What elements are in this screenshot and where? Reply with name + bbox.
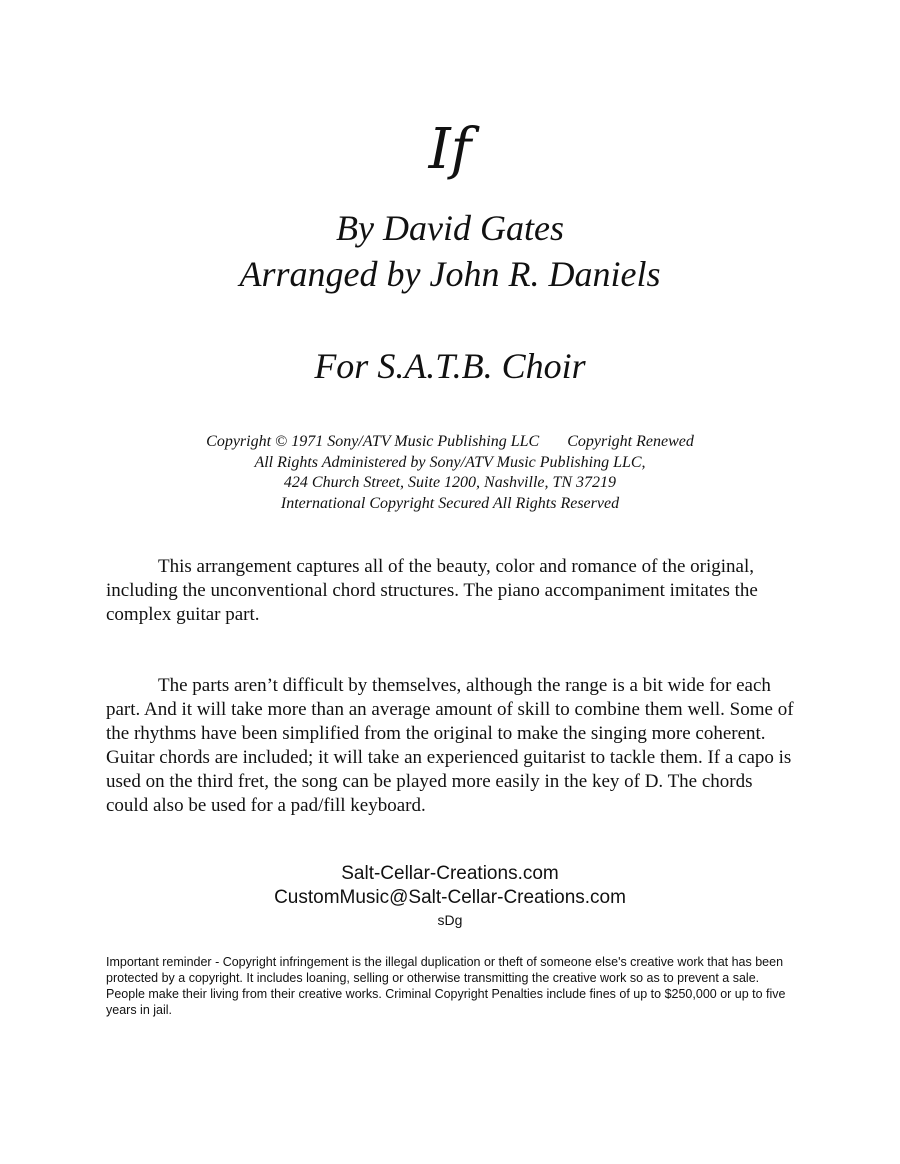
description-paragraph-1: This arrangement captures all of the beauty, color and romance of the original, including the unconventional chord structures. The piano accompaniment imitates the complex guitar part.: [106, 556, 758, 625]
copyright-line: All Rights Administered by Sony/ATV Music Publishing LLC,: [254, 453, 646, 471]
copyright-line: Copyright © 1971 Sony/ATV Music Publishing LLC Copyright Renewed: [206, 433, 694, 450]
copyright-line: 424 Church Street, Suite 1200, Nashville, TN 37219: [283, 474, 617, 491]
description-paragraph-2: The parts aren’t difficult by themselves, although the range is a bit wide for each part. And it will take more than an average amount of skill to combine them well. Some of the rhythms have been simplified from the original to make the singing more coherent. Guitar chords are included; it will take an experienced guitarist to tackle them. If a capo is used on the third fret, the song can be played more easily in the key of D. The chords could also be used for a pad/fill keyboard.: [106, 675, 794, 816]
voicing-label: For S.A.T.B. Choir: [314, 346, 586, 386]
copyright-line: International Copyright Secured All Rights Reserved: [280, 494, 620, 512]
composer-credit: By David Gates: [336, 208, 564, 248]
signature-text: sDg: [437, 912, 463, 928]
email-text: CustomMusic@Salt-Cellar-Creations.com: [274, 887, 626, 908]
arranger-credit: Arranged by John R. Daniels: [239, 254, 661, 294]
copyright-reminder: Important reminder - Copyright infringement is the illegal duplication or theft of someone else's creative work that has been protected by a copyright. It includes loaning, selling or otherwise transmitting the creative work so as to prevent a sale. People make their living from their creative works. Criminal Copyright Penalties include fines of up to $250,000 or up to five years in jail.: [106, 955, 786, 1017]
copyright-notice: [0, 432, 900, 514]
website-text: Salt-Cellar-Creations.com: [341, 863, 559, 884]
song-title: If: [428, 117, 472, 182]
